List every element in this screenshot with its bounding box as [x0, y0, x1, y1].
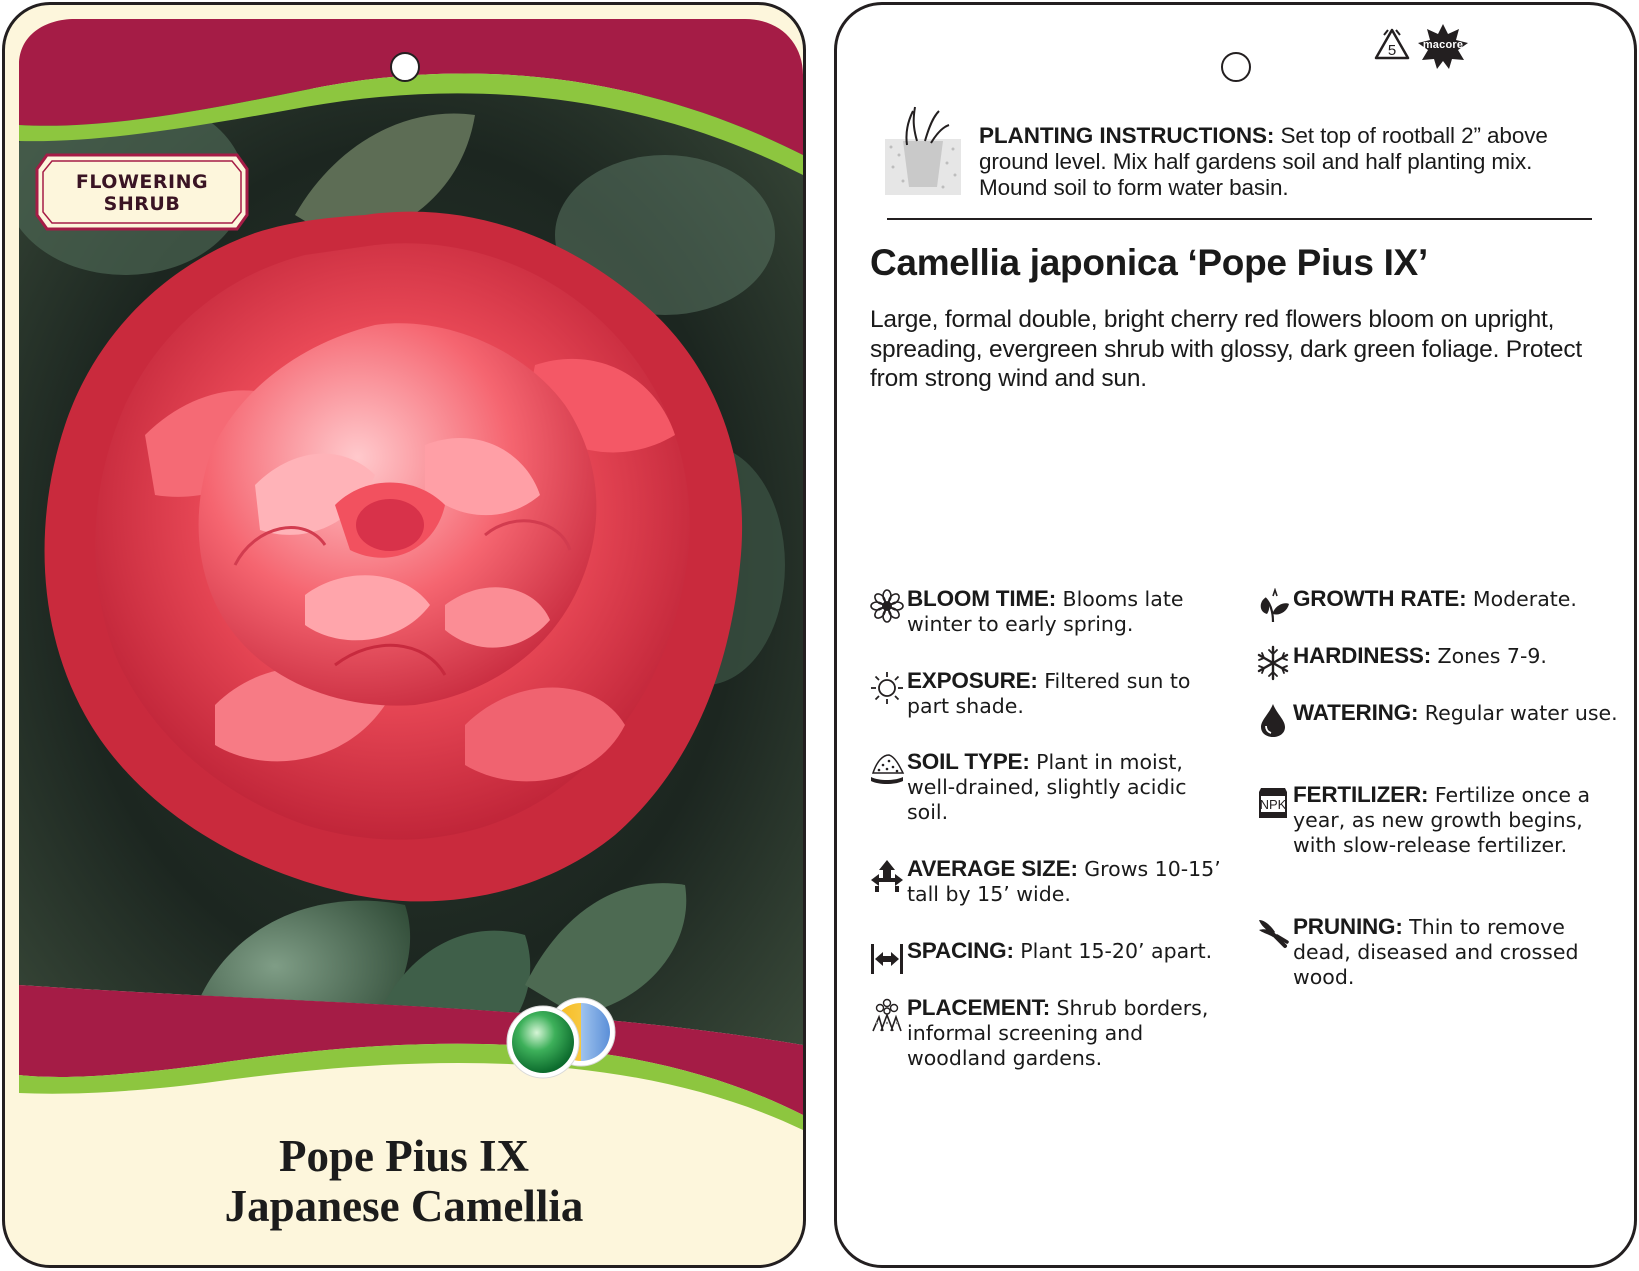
attr-value: Fertilize once a year, as new growth begins, with slow-release fertilizer.	[1293, 783, 1591, 857]
water-drop-icon	[1255, 702, 1291, 738]
common-name-title	[5, 1131, 803, 1231]
pruners-icon	[1255, 916, 1291, 952]
brand-logo	[1417, 23, 1469, 69]
npk-icon	[1255, 784, 1291, 820]
attr-label: SOIL TYPE:	[907, 749, 1030, 774]
sun-icon	[869, 670, 905, 706]
color-dots	[503, 990, 633, 1080]
planting-instructions	[979, 123, 1599, 201]
recycle-icon	[1372, 27, 1412, 65]
attr-value: Plant 15-20’ apart.	[1013, 939, 1213, 963]
snowflake-icon	[1255, 645, 1291, 681]
category-label: FLOWERING SHRUB	[75, 171, 209, 215]
front-tag	[2, 2, 806, 1268]
planting-pot-icon	[883, 105, 963, 199]
plant-description: Large, formal double, bright cherry red flowers bloom on upright, spreading, evergreen shrub with glossy, dark green foliage. Protect from strong wind and sun.	[870, 306, 1583, 392]
attr-value: Grows 10-15’ tall by 15’ wide.	[907, 857, 1221, 906]
attr-label: PRUNING:	[1293, 914, 1403, 939]
size-icon	[869, 858, 905, 894]
back-tag	[834, 2, 1637, 1268]
hang-hole	[1221, 52, 1251, 82]
attr-label: AVERAGE SIZE:	[907, 856, 1078, 881]
planting-label: PLANTING INSTRUCTIONS:	[979, 123, 1275, 148]
attr-value: Shrub borders, informal screening and woodland gardens.	[907, 996, 1209, 1070]
attr-value: Thin to remove dead, diseased and crossed wood.	[1293, 915, 1579, 989]
category-badge	[33, 149, 251, 235]
botanical-name: Camellia japonica ‘Pope Pius IX’	[870, 242, 1428, 283]
attr-label: HARDINESS:	[1293, 643, 1432, 668]
cultivar-name: Pope Pius IX	[278, 1131, 530, 1181]
placement-icon	[869, 997, 905, 1033]
attr-label: FERTILIZER:	[1293, 782, 1429, 807]
attr-value: Filtered sun to part shade.	[907, 669, 1191, 718]
planting-text: Set top of rootball 2” above ground level. Mix half gardens soil and half planting mix. Mound soil to form water basin.	[979, 123, 1548, 200]
attr-value: Blooms late winter to early spring.	[907, 587, 1184, 636]
green-dot-icon	[507, 1006, 579, 1078]
attr-label: BLOOM TIME:	[907, 586, 1057, 611]
attr-value: Plant in moist, well-drained, slightly acidic soil.	[907, 750, 1187, 824]
brand-logo-text: macore	[1422, 39, 1464, 51]
recycle-number: 5	[1387, 42, 1397, 59]
soil-icon	[869, 751, 905, 787]
flower-icon	[869, 588, 905, 624]
attr-value: Zones 7-9.	[1431, 644, 1547, 668]
attr-label: GROWTH RATE:	[1293, 586, 1467, 611]
sprout-icon	[1255, 588, 1291, 624]
common-name: Japanese Camellia	[224, 1181, 584, 1231]
attr-label: SPACING:	[907, 938, 1014, 963]
spacing-icon	[869, 940, 905, 976]
section-divider	[887, 218, 1592, 220]
attr-value: Moderate.	[1466, 587, 1577, 611]
attr-value: Regular water use.	[1418, 701, 1618, 725]
npk-icon-text: NPK	[1259, 797, 1287, 812]
hang-hole	[390, 52, 420, 82]
attr-label: EXPOSURE:	[907, 668, 1038, 693]
attr-label: WATERING:	[1293, 700, 1419, 725]
attr-label: PLACEMENT:	[907, 995, 1050, 1020]
